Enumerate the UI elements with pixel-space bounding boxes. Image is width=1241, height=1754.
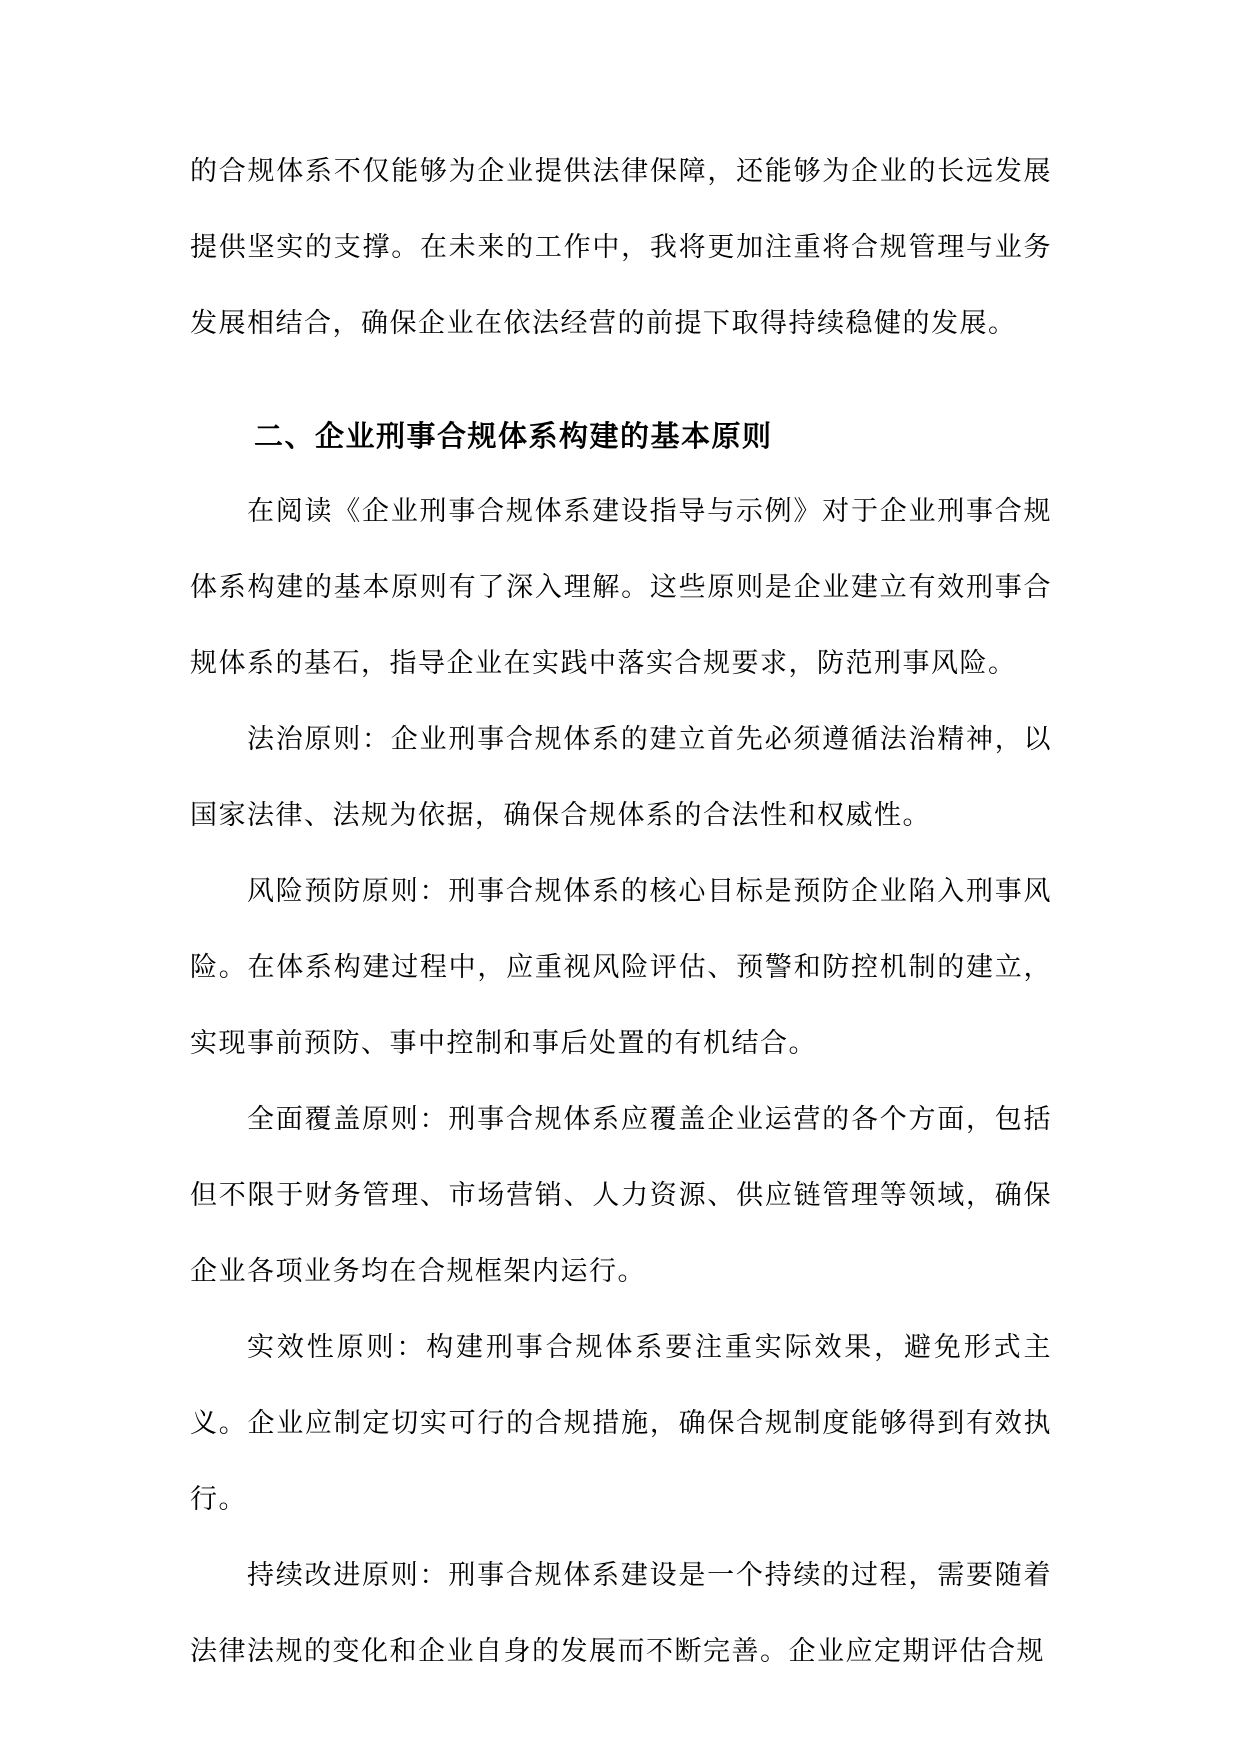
continuation-paragraph: 的合规体系不仅能够为企业提供法律保障，还能够为企业的长远发展提供坚实的支撑。在未来的工作中，我将更加注重将合规管理与业务发展相结合，确保企业在依法经营的前提下取得持续稳健的发展。 bbox=[190, 156, 1052, 339]
principle-rule-of-law: 法治原则：企业刑事合规体系的建立首先必须遵循法治精神，以国家法律、法规为依据，确保合规体系的合法性和权威性。 bbox=[190, 724, 1052, 831]
principle-full-coverage: 全面覆盖原则：刑事合规体系应覆盖企业运营的各个方面，包括但不限于财务管理、市场营销、人力资源、供应链管理等领域，确保企业各项业务均在合规框架内运行。 bbox=[190, 1104, 1052, 1287]
principle-continuous-improvement: 持续改进原则：刑事合规体系建设是一个持续的过程，需要随着法律法规的变化和企业自身的发展而不断完善。企业应定期评估合规 bbox=[190, 1560, 1052, 1667]
section-heading: 二、企业刑事合规体系构建的基本原则 bbox=[254, 419, 773, 453]
principle-effectiveness: 实效性原则：构建刑事合规体系要注重实际效果，避免形式主义。企业应制定切实可行的合规措施，确保合规制度能够得到有效执行。 bbox=[190, 1332, 1052, 1515]
document-body bbox=[190, 134, 1052, 1690]
intro-paragraph: 在阅读《企业刑事合规体系建设指导与示例》对于企业刑事合规体系构建的基本原则有了深入理解。这些原则是企业建立有效刑事合规体系的基石，指导企业在实践中落实合规要求，防范刑事风险。 bbox=[190, 496, 1052, 679]
principle-risk-prevention: 风险预防原则：刑事合规体系的核心目标是预防企业陷入刑事风险。在体系构建过程中，应重视风险评估、预警和防控机制的建立，实现事前预防、事中控制和事后处置的有机结合。 bbox=[190, 876, 1052, 1059]
